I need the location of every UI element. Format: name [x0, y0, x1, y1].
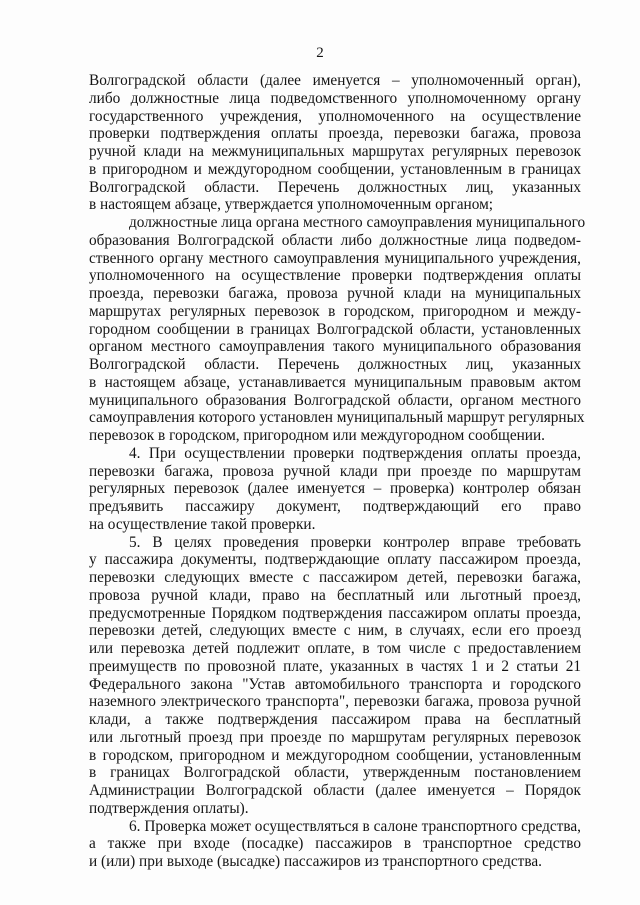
paragraph-continuation	[89, 72, 581, 214]
text-line: или льготный проезд при проезде по маршрутам регулярных перевозок	[89, 728, 581, 746]
text-line: или перевозка детей подлежит оплате, в том числе с предоставлением	[89, 640, 581, 657]
text-line: в настоящем абзаце, устанавливается муниципальным правовым актом	[89, 373, 581, 391]
text-line: 5. В целях проведения проверки контролер вправе требовать	[129, 533, 581, 551]
text-line: перевозок в городском, пригородном или междугородном сообщении.	[89, 427, 545, 444]
text-line: подтверждения оплаты).	[89, 799, 249, 817]
text-line: Волгоградской области. Перечень должностных лиц, указанных	[89, 356, 581, 373]
text-line: 4. При осуществлении проверки подтверждения оплаты проезда,	[129, 444, 581, 462]
text-line: уполномоченного на осуществление проверки подтверждения оплаты	[89, 267, 581, 285]
text-line: либо должностные лица подведомственного уполномоченному органу	[89, 89, 581, 107]
text-line: перевозки следующих вместе с пассажиром детей, перевозки багажа,	[89, 569, 581, 586]
text-line: в городском, пригородном и междугородном сообщении, установленным	[89, 746, 581, 764]
text-line: муниципального образования Волгоградской области, органом местного	[89, 391, 581, 409]
text-line: Федерального закона "Устав автомобильного транспорта и городского	[89, 675, 581, 693]
text-line: и (или) при выходе (высадке) пассажиров из транспортного средства.	[89, 853, 542, 870]
text-line: предусмотренные Порядком подтверждения пассажиром оплаты проезда,	[89, 604, 581, 622]
text-line: Администрации Волгоградской области (далее именуется – Порядок	[89, 782, 581, 799]
text-line: образования Волгоградской области либо должностные лица подведом-	[89, 231, 581, 249]
paragraph-municipal-officials	[89, 214, 586, 445]
text-line: преимуществ по провозной плате, указанных в частях 1 и 2 статьи 21	[89, 657, 581, 675]
text-line: проверки подтверждения оплаты проезда, перевозки багажа, провоза	[89, 125, 581, 143]
text-line: проезда, перевозки багажа, провоза ручной клади на муниципальных	[89, 285, 581, 302]
paragraph-item-4	[89, 445, 581, 534]
text-line: на осуществление такой проверки.	[89, 515, 316, 533]
text-line: 6. Проверка может осуществляться в салоне транспортного средства,	[129, 817, 581, 835]
text-line: а также при входе (посадке) пассажиров в транспортное средство	[89, 835, 581, 853]
text-line: в пригородном и междугородном сообщении, установленным в границах	[89, 160, 581, 178]
text-line: государственного учреждения, уполномоченного на осуществление	[89, 107, 581, 125]
text-line: самоуправления которого установлен муниципальный маршрут регулярных	[89, 409, 585, 427]
text-line: органом местного самоуправления такого муниципального образования	[89, 338, 581, 356]
text-line: наземного электрического транспорта", перевозки багажа, провоза ручной	[89, 693, 581, 711]
text-line: перевозки багажа, провоза ручной клади при проезде по маршрутам	[89, 462, 581, 480]
text-line: предъявить пассажиру документ, подтверждающий его право	[89, 498, 581, 515]
text-line: маршрутах регулярных перевозок в городском, пригородном и между-	[89, 302, 581, 320]
text-line: клади, а также подтверждения пассажиром права на бесплатный	[89, 711, 581, 728]
text-line: ственного органу местного самоуправления муниципального учреждения,	[89, 249, 581, 267]
text-line: в настоящем абзаце, утверждается уполномоченным органом;	[89, 196, 494, 214]
text-line: должностные лица органа местного самоуправления муниципального	[129, 214, 586, 231]
paragraph-item-6	[89, 818, 581, 871]
text-line: Волгоградской области. Перечень должностных лиц, указанных	[89, 178, 581, 196]
text-line: регулярных перевозок (далее именуется – проверка) контролер обязан	[89, 480, 581, 498]
text-line: перевозки детей, следующих вместе с ним, в случаях, если его проезд	[89, 622, 581, 640]
text-line: у пассажира документы, подтверждающие оплату пассажиром проезда,	[89, 551, 581, 569]
text-line: Волгоградской области (далее именуется – уполномоченный орган),	[89, 72, 581, 89]
text-line: городном сообщении в границах Волгоградской области, установленных	[89, 320, 581, 338]
text-line: провоза ручной клади, право на бесплатный или льготный проезд,	[89, 586, 581, 604]
paragraph-item-5	[89, 534, 581, 818]
text-line: в границах Волгоградской области, утвержденным постановлением	[89, 764, 581, 782]
document-body	[89, 72, 586, 871]
page-number: 2	[316, 45, 324, 61]
text-line: ручной клади на межмуниципальных маршрутах регулярных перевозок	[89, 143, 581, 160]
